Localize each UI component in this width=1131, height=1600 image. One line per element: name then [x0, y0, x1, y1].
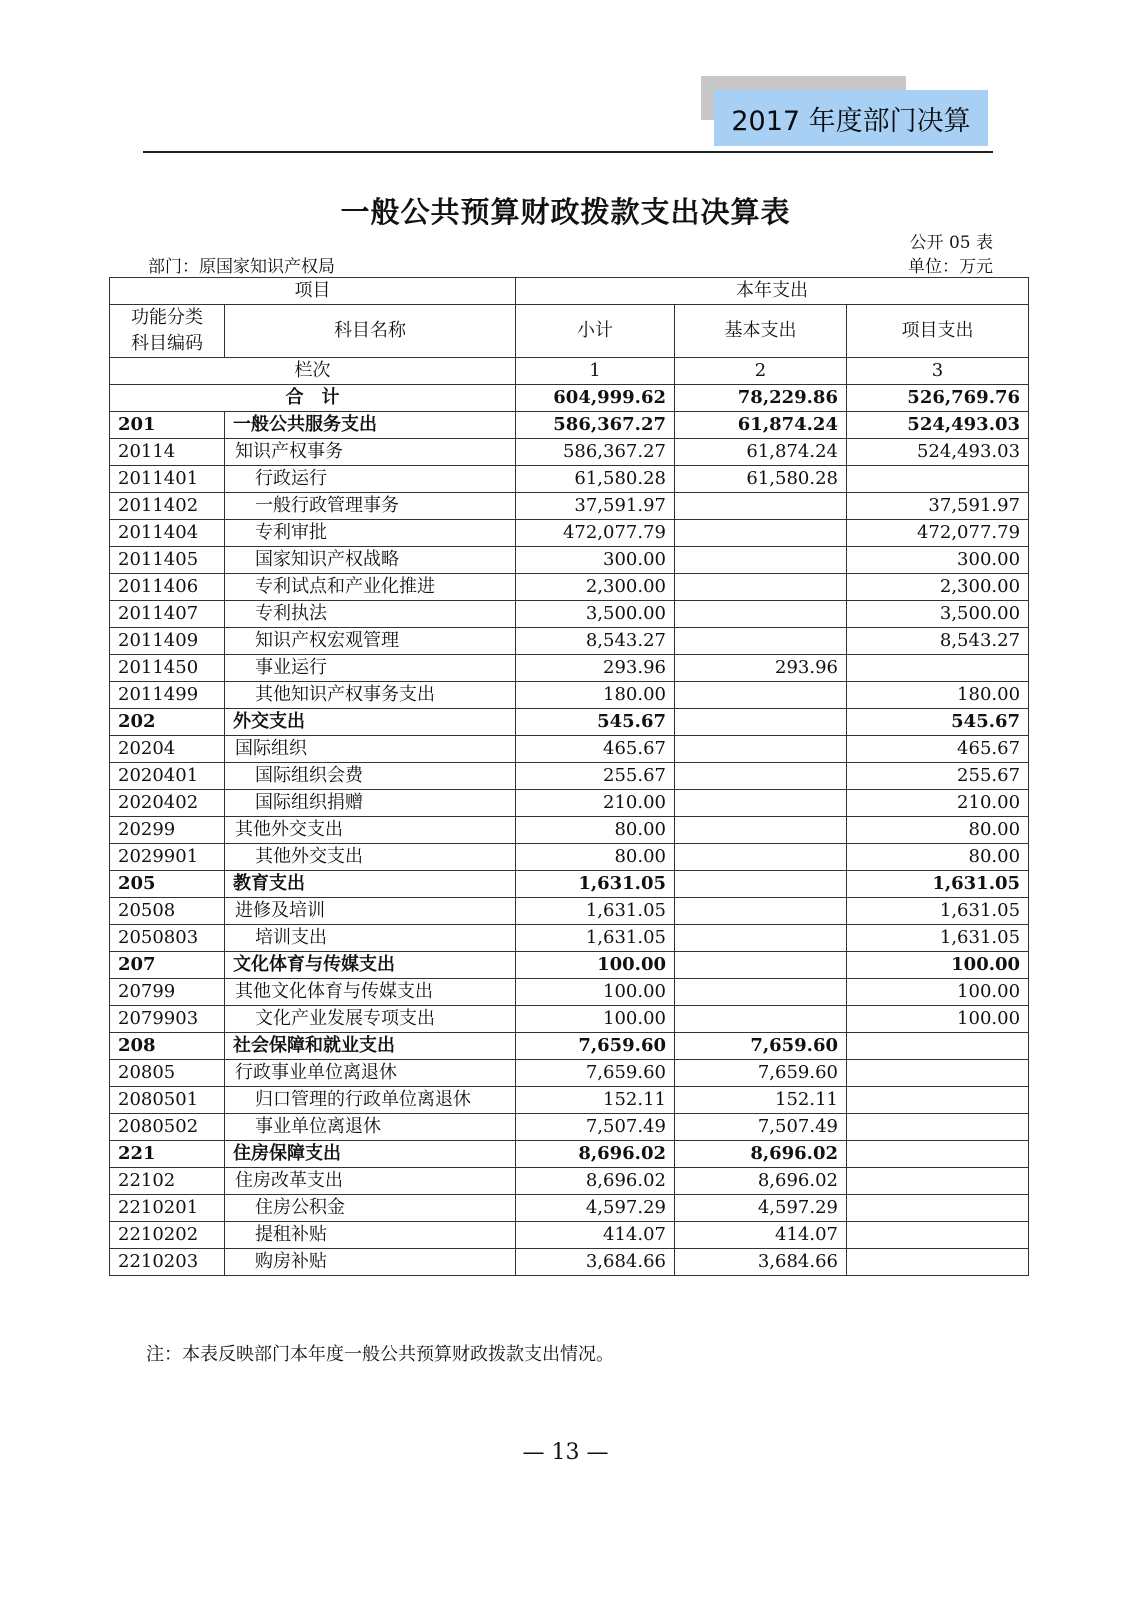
header-divider — [143, 151, 993, 153]
row-project: 1,631.05 — [847, 925, 1029, 952]
row-basic: 152.11 — [675, 1087, 847, 1114]
row-subtotal: 7,507.49 — [516, 1114, 675, 1141]
row-name: 国际组织捐赠 — [225, 790, 516, 817]
table-row — [110, 709, 1029, 736]
table-row — [110, 1006, 1029, 1033]
row-subtotal: 8,543.27 — [516, 628, 675, 655]
row-basic — [675, 817, 847, 844]
row-code: 22102 — [110, 1168, 225, 1195]
table-row — [110, 547, 1029, 574]
row-name: 进修及培训 — [225, 898, 516, 925]
row-project: 545.67 — [847, 709, 1029, 736]
row-name: 住房公积金 — [225, 1195, 516, 1222]
header-banner: 2017 年度部门决算 — [714, 90, 988, 146]
row-subtotal: 472,077.79 — [516, 520, 675, 547]
row-basic: 8,696.02 — [675, 1141, 847, 1168]
unit-label: 单位：万元 — [908, 257, 993, 277]
row-project: 80.00 — [847, 844, 1029, 871]
table-row — [110, 412, 1029, 439]
row-name: 培训支出 — [225, 925, 516, 952]
row-subtotal: 8,696.02 — [516, 1141, 675, 1168]
row-name: 其他知识产权事务支出 — [225, 682, 516, 709]
row-project — [847, 1222, 1029, 1249]
row-subtotal: 61,580.28 — [516, 466, 675, 493]
row-subtotal: 255.67 — [516, 763, 675, 790]
table-row — [110, 1168, 1029, 1195]
total-project: 526,769.76 — [847, 385, 1029, 412]
row-name: 提租补贴 — [225, 1222, 516, 1249]
row-name: 归口管理的行政单位离退休 — [225, 1087, 516, 1114]
row-subtotal: 3,684.66 — [516, 1249, 675, 1276]
table-row — [110, 1222, 1029, 1249]
table-row — [110, 520, 1029, 547]
table-row — [110, 466, 1029, 493]
row-basic: 8,696.02 — [675, 1168, 847, 1195]
table-row — [110, 682, 1029, 709]
row-name: 其他外交支出 — [225, 844, 516, 871]
table-row — [110, 979, 1029, 1006]
row-name: 外交支出 — [225, 709, 516, 736]
row-basic — [675, 952, 847, 979]
table-row — [110, 925, 1029, 952]
row-code: 221 — [110, 1141, 225, 1168]
row-name: 其他外交支出 — [225, 817, 516, 844]
header-subject-name: 科目名称 — [225, 305, 516, 358]
row-code: 2050803 — [110, 925, 225, 952]
row-code: 20204 — [110, 736, 225, 763]
header-row-label: 栏次 — [110, 358, 516, 385]
row-subtotal: 1,631.05 — [516, 871, 675, 898]
row-subtotal: 152.11 — [516, 1087, 675, 1114]
row-subtotal: 7,659.60 — [516, 1033, 675, 1060]
row-subtotal: 80.00 — [516, 817, 675, 844]
row-code: 20114 — [110, 439, 225, 466]
row-name: 事业运行 — [225, 655, 516, 682]
row-project: 100.00 — [847, 952, 1029, 979]
row-subtotal: 465.67 — [516, 736, 675, 763]
table-row — [110, 898, 1029, 925]
row-name: 住房改革支出 — [225, 1168, 516, 1195]
row-subtotal: 4,597.29 — [516, 1195, 675, 1222]
row-name: 购房补贴 — [225, 1249, 516, 1276]
row-basic — [675, 844, 847, 871]
row-code: 2011406 — [110, 574, 225, 601]
row-code: 20799 — [110, 979, 225, 1006]
row-basic — [675, 898, 847, 925]
row-basic — [675, 763, 847, 790]
row-project: 180.00 — [847, 682, 1029, 709]
table-row — [110, 817, 1029, 844]
row-code: 201 — [110, 412, 225, 439]
row-code: 2011450 — [110, 655, 225, 682]
row-project: 80.00 — [847, 817, 1029, 844]
row-subtotal: 414.07 — [516, 1222, 675, 1249]
row-basic: 3,684.66 — [675, 1249, 847, 1276]
table-row — [110, 844, 1029, 871]
row-subtotal: 8,696.02 — [516, 1168, 675, 1195]
row-subtotal: 586,367.27 — [516, 439, 675, 466]
row-name: 行政运行 — [225, 466, 516, 493]
row-project: 210.00 — [847, 790, 1029, 817]
table-row — [110, 952, 1029, 979]
row-project — [847, 1114, 1029, 1141]
total-label: 合 计 — [110, 385, 516, 412]
row-code: 20299 — [110, 817, 225, 844]
row-name: 其他文化体育与传媒支出 — [225, 979, 516, 1006]
table-row — [110, 871, 1029, 898]
row-code: 205 — [110, 871, 225, 898]
row-project: 524,493.03 — [847, 412, 1029, 439]
row-name: 一般行政管理事务 — [225, 493, 516, 520]
row-subtotal: 210.00 — [516, 790, 675, 817]
header-project: 项目支出 — [847, 305, 1029, 358]
row-project — [847, 1033, 1029, 1060]
total-row — [110, 385, 1029, 412]
row-name: 知识产权宏观管理 — [225, 628, 516, 655]
row-project — [847, 1168, 1029, 1195]
row-name: 知识产权事务 — [225, 439, 516, 466]
row-code: 2011409 — [110, 628, 225, 655]
column-index-3: 3 — [847, 358, 1029, 385]
row-basic — [675, 601, 847, 628]
row-basic — [675, 520, 847, 547]
row-name: 教育支出 — [225, 871, 516, 898]
row-code: 2079903 — [110, 1006, 225, 1033]
header-row-group — [110, 278, 1029, 305]
row-code: 2011405 — [110, 547, 225, 574]
row-subtotal: 2,300.00 — [516, 574, 675, 601]
row-subtotal: 37,591.97 — [516, 493, 675, 520]
column-index-1: 1 — [516, 358, 675, 385]
table-row — [110, 1141, 1029, 1168]
row-name: 国家知识产权战略 — [225, 547, 516, 574]
row-code: 2080501 — [110, 1087, 225, 1114]
row-basic — [675, 979, 847, 1006]
table-row — [110, 1114, 1029, 1141]
row-subtotal: 100.00 — [516, 979, 675, 1006]
table-row — [110, 1033, 1029, 1060]
row-name: 国际组织会费 — [225, 763, 516, 790]
row-basic: 7,507.49 — [675, 1114, 847, 1141]
row-code: 2210201 — [110, 1195, 225, 1222]
expenditure-table — [109, 277, 1029, 1276]
row-basic: 4,597.29 — [675, 1195, 847, 1222]
row-code: 2011407 — [110, 601, 225, 628]
row-name: 社会保障和就业支出 — [225, 1033, 516, 1060]
row-name: 国际组织 — [225, 736, 516, 763]
row-subtotal: 1,631.05 — [516, 898, 675, 925]
header-subtotal: 小计 — [516, 305, 675, 358]
row-code: 20508 — [110, 898, 225, 925]
row-project — [847, 1195, 1029, 1222]
row-project: 37,591.97 — [847, 493, 1029, 520]
row-subtotal: 545.67 — [516, 709, 675, 736]
row-basic: 7,659.60 — [675, 1033, 847, 1060]
row-code: 2020401 — [110, 763, 225, 790]
table-row — [110, 1060, 1029, 1087]
row-name: 文化体育与传媒支出 — [225, 952, 516, 979]
row-code: 2011499 — [110, 682, 225, 709]
row-project — [847, 1249, 1029, 1276]
table-row — [110, 736, 1029, 763]
row-name: 文化产业发展专项支出 — [225, 1006, 516, 1033]
row-project — [847, 655, 1029, 682]
row-project: 300.00 — [847, 547, 1029, 574]
row-code: 208 — [110, 1033, 225, 1060]
row-basic: 61,874.24 — [675, 412, 847, 439]
header-basic: 基本支出 — [675, 305, 847, 358]
row-project: 100.00 — [847, 979, 1029, 1006]
row-basic — [675, 682, 847, 709]
row-code: 207 — [110, 952, 225, 979]
page-title: 一般公共预算财政拨款支出决算表 — [340, 195, 791, 229]
table-row — [110, 439, 1029, 466]
row-subtotal: 100.00 — [516, 952, 675, 979]
row-project: 255.67 — [847, 763, 1029, 790]
header-function-code: 功能分类 科目编码 — [110, 305, 225, 358]
table-row — [110, 655, 1029, 682]
row-project — [847, 1141, 1029, 1168]
row-project — [847, 1060, 1029, 1087]
row-basic: 61,580.28 — [675, 466, 847, 493]
row-basic: 61,874.24 — [675, 439, 847, 466]
row-name: 事业单位离退休 — [225, 1114, 516, 1141]
column-index-2: 2 — [675, 358, 847, 385]
row-name: 专利审批 — [225, 520, 516, 547]
row-basic: 7,659.60 — [675, 1060, 847, 1087]
row-project: 2,300.00 — [847, 574, 1029, 601]
row-project: 1,631.05 — [847, 898, 1029, 925]
header-row-index — [110, 358, 1029, 385]
row-code: 20805 — [110, 1060, 225, 1087]
row-basic: 293.96 — [675, 655, 847, 682]
row-project: 3,500.00 — [847, 601, 1029, 628]
row-basic — [675, 493, 847, 520]
form-number: 公开 05 表 — [909, 233, 993, 253]
header-item: 项目 — [110, 278, 516, 305]
row-subtotal: 100.00 — [516, 1006, 675, 1033]
table-row — [110, 1195, 1029, 1222]
total-basic: 78,229.86 — [675, 385, 847, 412]
row-code: 2020402 — [110, 790, 225, 817]
row-basic — [675, 871, 847, 898]
row-project: 524,493.03 — [847, 439, 1029, 466]
row-subtotal: 80.00 — [516, 844, 675, 871]
total-subtotal: 604,999.62 — [516, 385, 675, 412]
row-code: 2011402 — [110, 493, 225, 520]
row-name: 住房保障支出 — [225, 1141, 516, 1168]
table-row — [110, 574, 1029, 601]
row-subtotal: 293.96 — [516, 655, 675, 682]
header-row-columns — [110, 305, 1029, 358]
table-row — [110, 1087, 1029, 1114]
row-basic — [675, 574, 847, 601]
row-project: 1,631.05 — [847, 871, 1029, 898]
row-basic — [675, 1006, 847, 1033]
row-code: 2029901 — [110, 844, 225, 871]
table-row — [110, 628, 1029, 655]
row-basic — [675, 709, 847, 736]
row-basic: 414.07 — [675, 1222, 847, 1249]
table-row — [110, 763, 1029, 790]
row-basic — [675, 547, 847, 574]
row-name: 专利试点和产业化推进 — [225, 574, 516, 601]
page-number: — 13 — — [522, 1440, 609, 1465]
row-code: 2210203 — [110, 1249, 225, 1276]
row-basic — [675, 925, 847, 952]
row-project: 100.00 — [847, 1006, 1029, 1033]
row-code: 2011404 — [110, 520, 225, 547]
row-subtotal: 300.00 — [516, 547, 675, 574]
table-row — [110, 493, 1029, 520]
table-row — [110, 790, 1029, 817]
header-current-year-spend: 本年支出 — [516, 278, 1029, 305]
row-code: 2011401 — [110, 466, 225, 493]
department-label: 部门：原国家知识产权局 — [148, 257, 335, 277]
row-name: 行政事业单位离退休 — [225, 1060, 516, 1087]
row-subtotal: 180.00 — [516, 682, 675, 709]
row-project: 8,543.27 — [847, 628, 1029, 655]
row-subtotal: 3,500.00 — [516, 601, 675, 628]
row-project — [847, 1087, 1029, 1114]
row-project — [847, 466, 1029, 493]
row-subtotal: 7,659.60 — [516, 1060, 675, 1087]
table-row — [110, 1249, 1029, 1276]
row-subtotal: 586,367.27 — [516, 412, 675, 439]
row-basic — [675, 628, 847, 655]
row-subtotal: 1,631.05 — [516, 925, 675, 952]
row-name: 一般公共服务支出 — [225, 412, 516, 439]
row-name: 专利执法 — [225, 601, 516, 628]
row-basic — [675, 736, 847, 763]
row-project: 472,077.79 — [847, 520, 1029, 547]
row-code: 202 — [110, 709, 225, 736]
row-code: 2080502 — [110, 1114, 225, 1141]
row-basic — [675, 790, 847, 817]
row-code: 2210202 — [110, 1222, 225, 1249]
table-row — [110, 601, 1029, 628]
row-project: 465.67 — [847, 736, 1029, 763]
footnote: 注：本表反映部门本年度一般公共预算财政拨款支出情况。 — [146, 1344, 614, 1365]
